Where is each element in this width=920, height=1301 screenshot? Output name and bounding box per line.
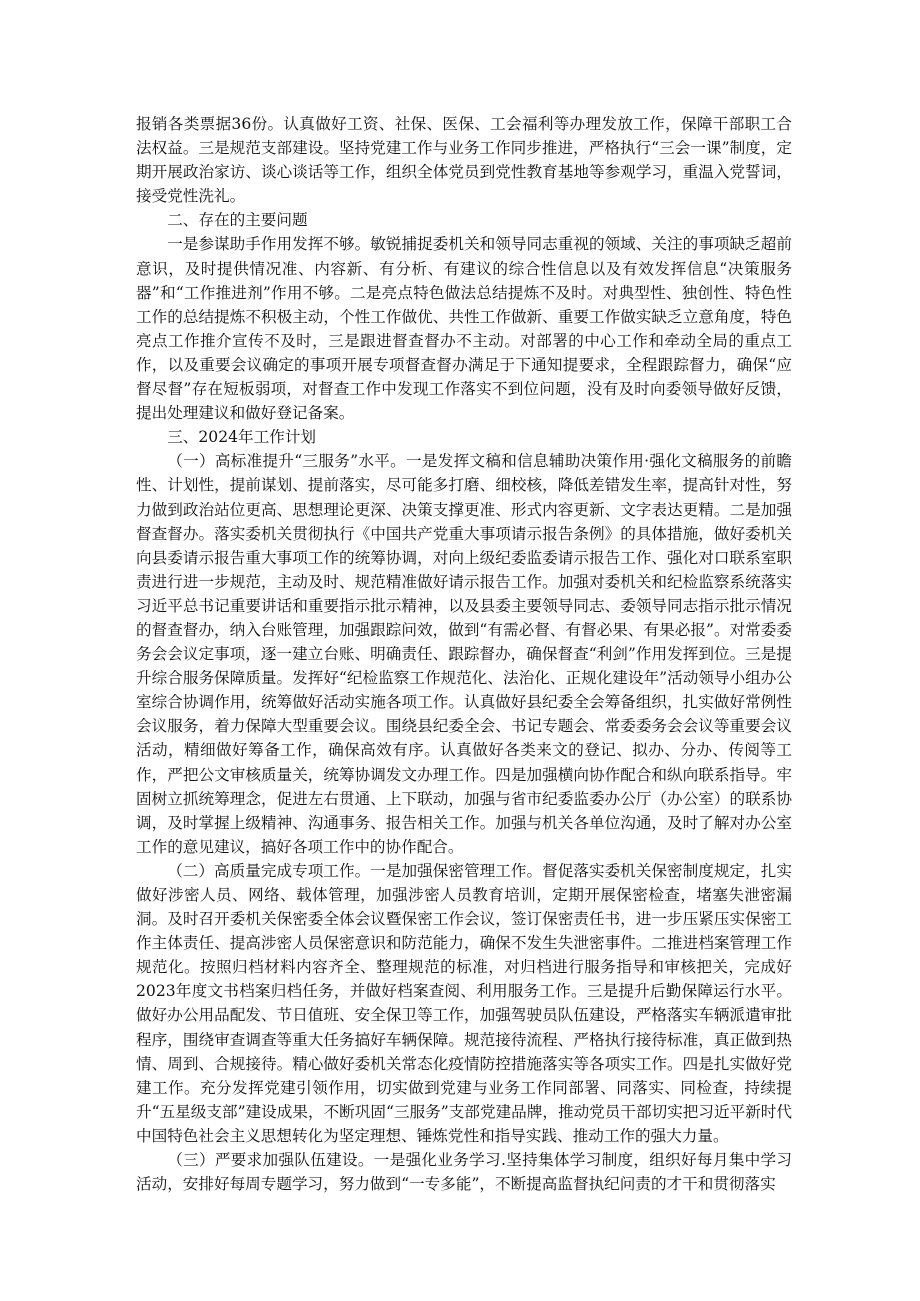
section-heading-plan: 三、2024年工作计划 — [167, 428, 317, 447]
document-body — [136, 112, 792, 1196]
paragraph-plan-3: （三）严要求加强队伍建设。一是强化业务学习.坚持集体学习制度，组织好每月集中学习活动，安排好每周专题学习，努力做到“一专多能”，不断提高监督执纪问责的才干和贯彻落实 — [136, 1151, 792, 1194]
paragraph-problems: 一是参谋助手作用发挥不够。敏锐捕捉委机关和领导同志重视的领域、关注的事项缺乏超前意识，及时提供情况准、内容新、有分析、有建议的综合性信息以及有效发挥信息“决策服务器”和“工作推进剂”作用不够。二是亮点特色做法总结提炼不及时。对典型性、独创性、特色性工作的总结提炼不积极主动，个性工作做优、共性工作做新、重要工作做实缺乏立意角度，特色亮点工作推介宣传不及时，三是跟进督查督办不主动。对部署的中心工作和牵动全局的重点工作，以及重要会议确定的事项开展专项督查督办满足于下通知提要求，全程跟踪督力，确保“应督尽督”存在短板弱项，对督查工作中发现工作落实不到位问题，没有及时向委领导做好反馈，提出处理建议和做好登记备案。 — [136, 235, 792, 423]
paragraph-plan-1: （一）高标准提升“三服务”水平。一是发挥文稿和信息辅助决策作用·强化文稿服务的前瞻性、计划性，提前谋划、提前落实，尽可能多打磨、细校核，降低差错发生率，提高针对性，努力做到政治站位更高、思想理论更深、决策支撑更准、形式内容更新、文字表达更精。二是加强督查督办。落实委机关贯彻执行《中国共产党重大事项请示报告条例》的具体措施，做好委机关向县委请示报告重大事项工作的统筹协调，对向上级纪委监委请示报告工作、强化对口联系室职责进行进一步规范，主动及时、规范精准做好请示报告工作。加强对委机关和纪检监察系统落实习近平总书记重要讲话和重要指示批示精神，以及县委主要领导同志、委领导同志指示批示情况的督查督办，纳入台账管理，加强跟踪问效，做到“有需必督、有督必果、有果必报”。对常委委务会会议定事项，逐一建立台账、明确责任、跟踪督办，确保督查“利剑”作用发挥到位。三是提升综合服务保障质量。发挥好“纪检监察工作规范化、法治化、正规化建设年”活动领导小组办公室综合协调作用，统筹做好活动实施各项工作。认真做好县纪委全会筹备组织，扎实做好常例性会议服务，着力保障大型重要会议。围绕县纪委全会、书记专题会、常委委务会会议等重要会议活动，精细做好筹备工作，确保高效有序。认真做好各类来文的登记、拟办、分办、传阅等工作，严把公文审核质量关，统筹协调发文办理工作。四是加强横向协作配合和纵向联系指导。牢固树立抓统筹理念，促进左右贯通、上下联动，加强与省市纪委监委办公厅（办公室）的联系协调，及时掌握上级精神、沟通事务、报告相关工作。加强与机关各单位沟通，及时了解对办公室工作的意见建议，搞好各项工作中的协作配合。 — [136, 452, 792, 856]
section-heading-problems: 二、存在的主要问题 — [167, 211, 308, 230]
paragraph-plan-2: （二）高质量完成专项工作。一是加强保密管理工作。督促落实委机关保密制度规定，扎实做好涉密人员、网络、载体管理，加强涉密人员教育培训，定期开展保密检查，堵塞失泄密漏洞。及时召开委机关保密委全体会议暨保密工作会议，签订保密责任书，进一步压紧压实保密工作主体责任、提高涉密人员保密意识和防范能力，确保不发生失泄密事件。二推进档案管理工作规范化。按照归档材料内容齐全、整理规范的标准，对归档进行服务指导和审核把关，完成好2023年度文书档案归档任务，并做好档案查阅、利用服务工作。三是提升后勤保障运行水平。做好办公用品配发、节日值班、安全保卫等工作，加强驾驶员队伍建设，严格落实车辆派遣审批程序，围绕审查调查等重大任务搞好车辆保障。规范接待流程、严格执行接待标准，真正做到热情、周到、合规接待。精心做好委机关常态化疫情防控措施落实等各项实工作。四是扎实做好党建工作。充分发挥党建引领作用，切实做到党建与业务工作同部署、同落实、同检查，持续提升“五星级支部”建设成果，不断巩固“三服务”支部党建品牌，推动党员干部切实把习近平新时代中国特色社会主义思想转化为坚定理想、锤炼党性和指导实践、推动工作的强大力量。 — [136, 861, 792, 1145]
paragraph-continued: 报销各类票据36份。认真做好工资、社保、医保、工会福利等办理发放工作，保障干部职工合法权益。三是规范支部建设。坚持党建工作与业务工作同步推进，严格执行“三会一课”制度，定期开展政治家访、谈心谈话等工作，组织全体党员到党性教育基地等参观学习，重温入党誓词，接受党性洗礼。 — [136, 115, 792, 206]
